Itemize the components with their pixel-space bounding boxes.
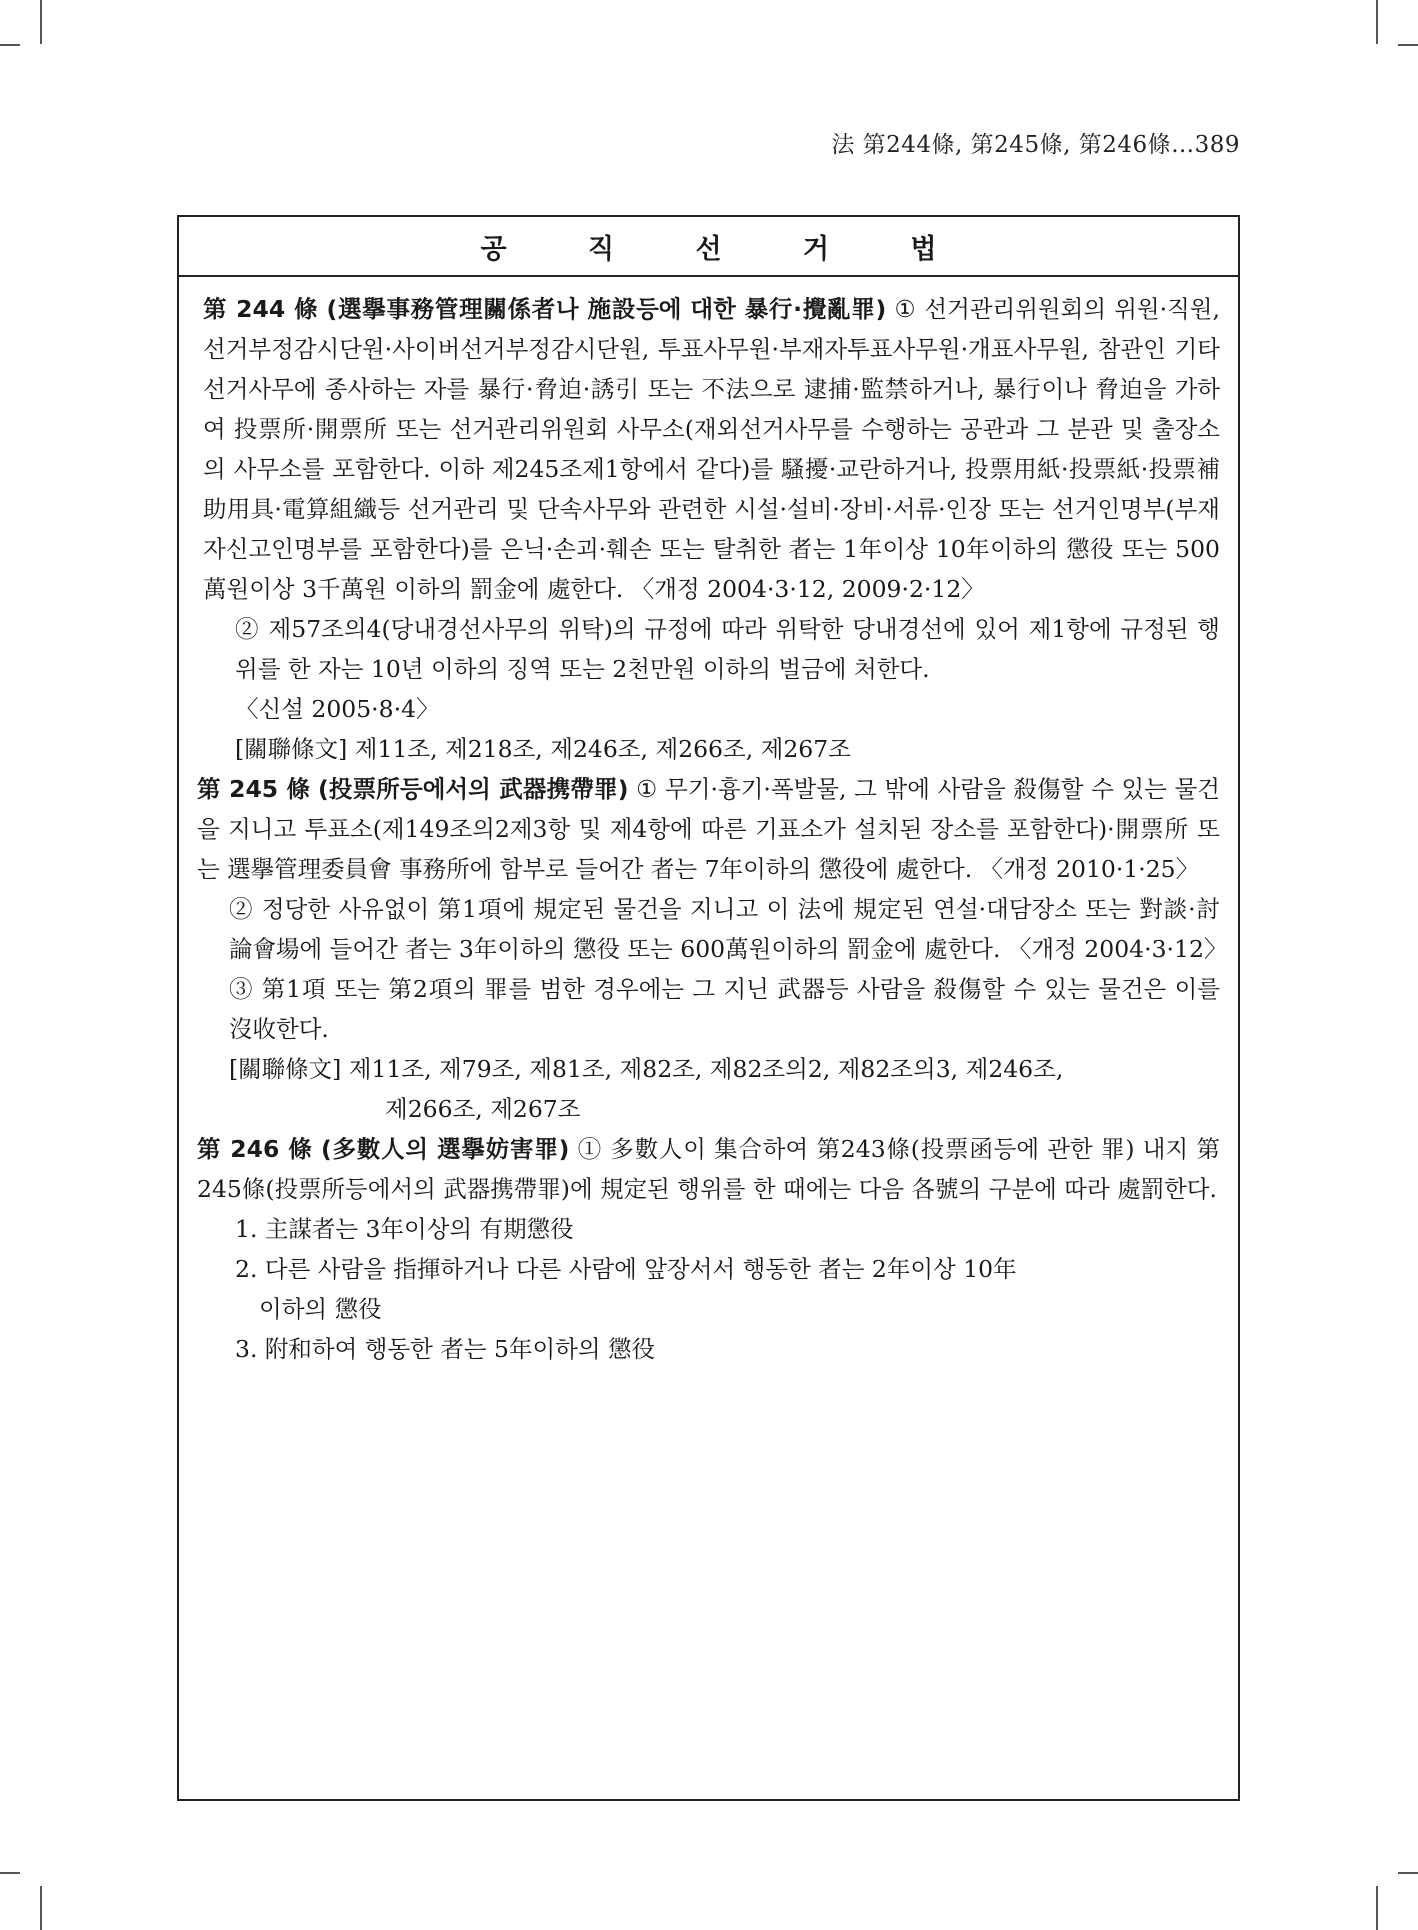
- paragraph-2: [203, 609, 1220, 689]
- article-number: 第 246 條: [197, 1135, 313, 1163]
- list-item: 3. 附和하여 행동한 者는 5年이하의 懲役: [235, 1335, 656, 1363]
- article-heading: (投票所등에서의 武器携帶罪): [317, 775, 629, 803]
- list-item-cont: 이하의 懲役: [259, 1295, 382, 1323]
- article-number: 第 244 條: [203, 295, 319, 323]
- paragraph-2-note: 〈신설 2005·8·4〉: [235, 695, 440, 723]
- article-heading: (多數人의 選擧妨害罪): [320, 1135, 570, 1163]
- crop-mark-top-left-h: [0, 44, 20, 46]
- article-245: [197, 769, 1228, 1129]
- paragraph-3: ③ 第1項 또는 第2項의 罪를 범한 경우에는 그 지닌 武器등 사람을 殺傷할 수 있는 물건은 이를 沒收한다.: [229, 975, 1220, 1043]
- crop-mark-bottom-left-h: [0, 1872, 20, 1874]
- crop-mark-top-right: [1376, 0, 1378, 44]
- paragraph-1: ① 선거관리위원회의 위원·직원, 선거부정감시단원·사이버선거부정감시단원, 투표사무원·부재자투표사무원·개표사무원, 참관인 기타 선거사무에 종사하는 자를 暴行·脅迫·誘引 또는 不法으로 逮捕·監禁하거나, 暴行이나 脅迫을 가하여 投票所·開票所 또는 선거관리위원회 사무소(재외선거사무를 수행하는 공관과 그 분관 및 출장소의 사무소를 포함한다. 이하 제245조제1항에서 같다)를 騷擾·교란하거나, 投票用紙·投票紙·投票補助用具·電算組織등 선거관리 및 단속사무와 관련한 시설·설비·장비·서류·인장 또는 선거인명부(부재자신고인명부를 포함한다)를 은닉·손괴·훼손 또는 탈취한 者는 1年이상 10年이하의 懲役 또는 500萬원이상 3千萬원 이하의 罰金에 處한다. 〈개정 2004·3·12, 2009·2·12〉: [203, 295, 1220, 603]
- paragraph-2-text: ② 제57조의4(당내경선사무의 위탁)의 규정에 따라 위탁한 당내경선에 있어 제1항에 규정된 행위를 한 자는 10년 이하의 징역 또는 2천만원 이하의 벌금에 처한다.: [235, 615, 1220, 683]
- crop-mark-bottom-left: [40, 1886, 42, 1930]
- box-content: [179, 277, 1238, 1369]
- crop-mark-top-left: [40, 0, 42, 44]
- paragraph-1: ① 무기·흉기·폭발물, 그 밖에 사람을 殺傷할 수 있는 물건을 지니고 투표소(제149조의2제3항 및 제4항에 따른 기표소가 설치된 장소를 포함한다)·開票所 또는 選擧管理委員會 事務所에 함부로 들어간 者는 7年이하의 懲役에 處한다. 〈개정 2010·1·25〉: [197, 775, 1221, 883]
- crop-mark-bottom-right-h: [1398, 1872, 1418, 1874]
- list-item: 1. 主謀者는 3年이상의 有期懲役: [235, 1215, 574, 1243]
- article-heading: (選擧事務管理關係者나 施設등에 대한 暴行·攪亂罪): [326, 295, 887, 323]
- paragraph-2: ② 정당한 사유없이 第1項에 規定된 물건을 지니고 이 法에 規定된 연설·대담장소 또는 對談·討論會場에 들어간 者는 3年이하의 懲役 또는 600萬원이하의 罰金에 處한다. 〈개정 2004·3·12〉: [229, 895, 1228, 963]
- article-244: [197, 289, 1220, 769]
- crop-mark-top-right-h: [1398, 44, 1418, 46]
- article-number: 第 245 條: [197, 775, 311, 803]
- related-articles: [關聯條文] 제11조, 제218조, 제246조, 제266조, 제267조: [235, 735, 851, 763]
- box-title: 공 직 선 거 법: [179, 217, 1238, 277]
- crop-mark-bottom-right: [1376, 1886, 1378, 1930]
- law-text-box: [177, 215, 1240, 1801]
- running-head: 法 第244條, 第245條, 第246條…389: [831, 132, 1240, 158]
- related-articles-cont: 제266조, 제267조: [385, 1095, 581, 1123]
- paragraph-1: ① 多數人이 集合하여 第243條(投票函등에 관한 罪) 내지 第245條(投票所등에서의 武器携帶罪)에 規定된 행위를 한 때에는 다음 各號의 구분에 따라 處罰한다.: [197, 1135, 1220, 1203]
- list-item: 2. 다른 사람을 指揮하거나 다른 사람에 앞장서서 행동한 者는 2年이상 10年: [235, 1255, 1017, 1283]
- article-246: [197, 1129, 1220, 1369]
- related-articles: [關聯條文] 제11조, 제79조, 제81조, 제82조, 제82조의2, 제82조의3, 제246조,: [229, 1055, 1064, 1083]
